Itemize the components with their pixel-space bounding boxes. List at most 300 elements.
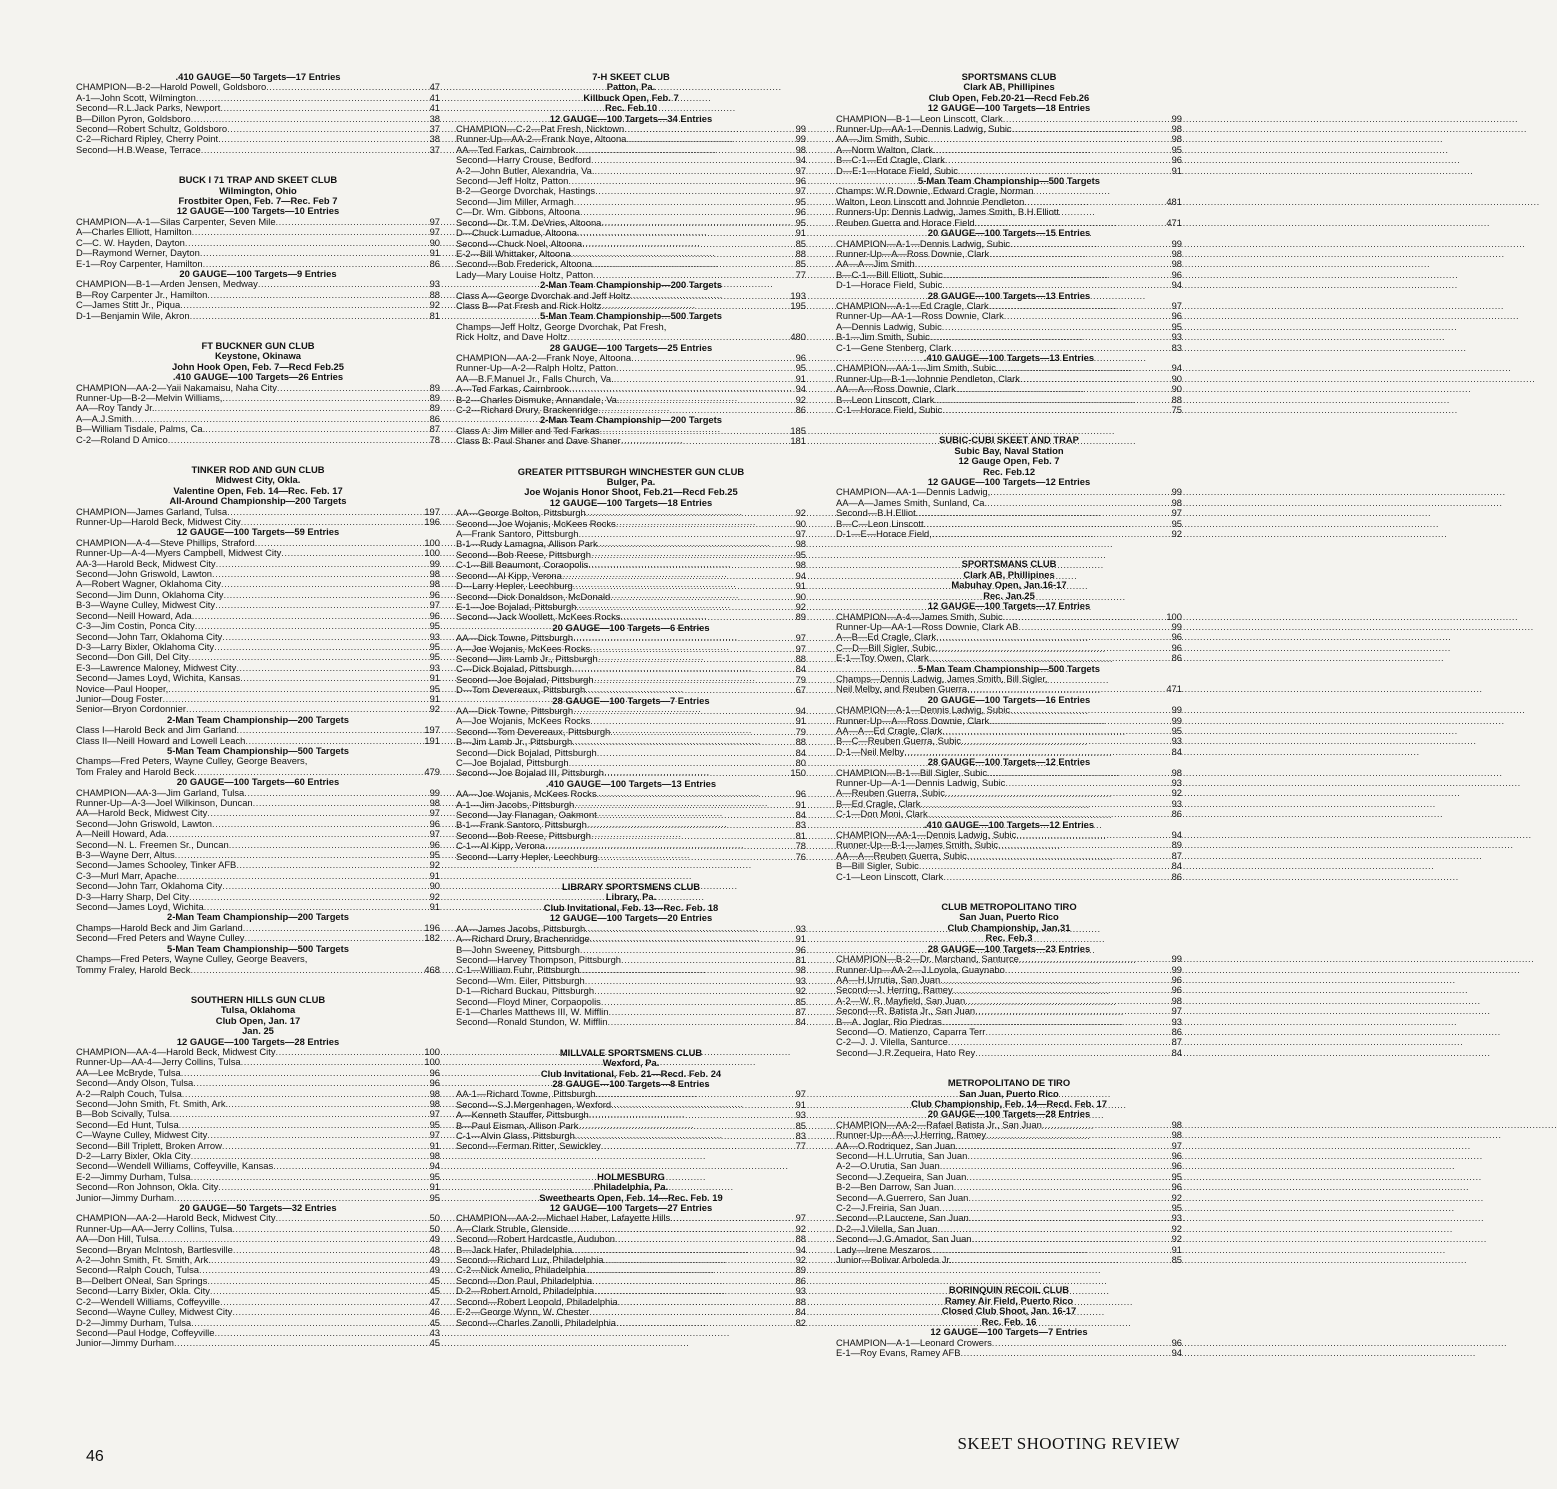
score: 87 — [1171, 1036, 1182, 1048]
header-line: Sweethearts Open, Feb. 14—Rec. Feb. 19 — [539, 1191, 723, 1203]
header-line: 28 GAUGE—100 Targets—8 Entries — [552, 1077, 710, 1089]
header-line: Club Open, Feb.20-21—Recd Feb.26 — [928, 91, 1090, 103]
shooter-entry: B—C—Leon Linscott — [836, 517, 924, 529]
score: 98 — [795, 538, 806, 550]
shooter-entry: Second—J. Herring, Ramey — [836, 984, 953, 996]
result-row — [456, 228, 806, 238]
score: 89 — [429, 381, 440, 393]
score: 88 — [1171, 393, 1182, 405]
shooter-entry: D-2—J.Vilella, San Juan — [836, 1222, 938, 1234]
score: 89 — [1171, 839, 1182, 851]
score: 89 — [429, 402, 440, 414]
club-results-section — [76, 72, 440, 155]
score: 94 — [1171, 1346, 1182, 1358]
shooter-entry: Second—Floyd Miner, Corpaopolis — [456, 995, 601, 1007]
shooter-entry: C-1—Horace Field, Subic — [836, 404, 943, 415]
shooter-entry: Champs—Harold Beck and Jim Garland — [76, 921, 243, 933]
dot-leader — [195, 621, 416, 631]
score: 92 — [1171, 1222, 1182, 1234]
magazine-title: SKEET SHOOTING REVIEW — [957, 1434, 1180, 1453]
score: 87 — [1171, 849, 1182, 861]
event-subheader: 2-Man Team Championship—200 Targets — [540, 414, 722, 426]
header-line: Rec. Feb.3 — [985, 932, 1033, 944]
score: 100 — [424, 1045, 440, 1057]
club-name: BUCK I 71 TRAP AND SKEET CLUB — [178, 174, 338, 186]
header-line: 28 GAUGE—100 Targets—23 Entries — [927, 942, 1091, 954]
dot-leader — [180, 300, 416, 310]
score: 96 — [795, 943, 806, 955]
shooter-entry: A—A.J.Smith — [76, 412, 132, 424]
shooter-entry: Class A—George Dvorchak and Jeff Holtz — [456, 289, 631, 301]
shooter-entry: Second—Chuck Noel, Altoona — [456, 237, 583, 249]
score: 94 — [1171, 829, 1182, 841]
score: 98 — [429, 1150, 440, 1161]
dot-leader — [200, 248, 416, 258]
score: 99 — [429, 557, 440, 569]
score: 97 — [1171, 507, 1182, 519]
result-row — [76, 145, 440, 155]
shooter-entry: B—Delbert ONeal, San Springs — [76, 1274, 208, 1286]
shooter-entry: Second—James Loyd, Wichita, Kansas — [76, 672, 241, 684]
shooter-entry: E-3—Lawrence Maloney, Midwest City — [76, 661, 237, 673]
score: 93 — [1171, 331, 1182, 343]
shooter-entry: AA—A—Ed Cragle, Clark — [836, 724, 943, 736]
score: 86 — [1171, 652, 1182, 664]
section-header — [76, 465, 440, 507]
shooter-entry: AA—Ted Farkas, Cairnbrook — [456, 143, 576, 155]
shooter-entry: Runner-Up—AA-1—Ross Downie, Clark — [836, 310, 1004, 322]
team-members-line: Champs—Dennis Ladwig, James Smith, Bill Sigler, — [836, 672, 1048, 684]
shooter-entry: Runner-Up—AA—Jerry Collins, Tulsa — [76, 1222, 233, 1234]
score: 78 — [795, 840, 806, 852]
score: 98 — [795, 964, 806, 976]
shooter-entry: A—Ted Farkas, Cairnbrook — [456, 383, 570, 395]
shooter-entry: E-2—Bill Whittaker, Altoona — [456, 247, 571, 259]
shooter-entry: D-2—Robert Arnold, Philadelphia — [456, 1285, 595, 1297]
score: 85 — [795, 1119, 806, 1131]
score: 96 — [429, 609, 440, 621]
shooter-entry: D-1—Richard Buckau, Pittsburgh — [456, 985, 595, 997]
club-name: SUBIC-CUBI SKEET AND TRAP — [939, 434, 1079, 446]
team-members-line: Champs: W.R.Downie, Edward Cragle, Norman — [836, 185, 1034, 197]
header-line: 12 GAUGE—100 Targets—17 Entries — [927, 600, 1091, 612]
shooter-entry: CHAMPION—B-2—Harold Powell, Goldsboro — [76, 81, 267, 93]
header-line: Patton, Pa. — [606, 81, 656, 93]
score: 98 — [1171, 496, 1182, 508]
result-row — [836, 1255, 1182, 1265]
dot-leader — [589, 1307, 782, 1317]
score: 98 — [1171, 1118, 1182, 1130]
shooter-entry: CHAMPION—AA-1—Dennis Ladwig, — [836, 486, 991, 498]
score: 84 — [795, 663, 806, 675]
dot-leader — [616, 1318, 782, 1328]
shooter-entry: Second—Charles Zanolli, Philadelphia — [456, 1316, 616, 1328]
score: 77 — [795, 1140, 806, 1152]
score: 84 — [795, 809, 806, 821]
shooter-entry: B—Paul Eisman, Allison Park — [456, 1119, 579, 1131]
club-results-section — [76, 341, 440, 445]
shooter-entry: A—Joe Wojanis, McKees Rocks — [456, 642, 591, 654]
shooter-entry: A-2—John Smith, Ft. Smith, Ark. — [76, 1254, 211, 1266]
shooter-entry: E-1—Charles Matthews III, W. Mifflin — [456, 1005, 609, 1017]
score: 98 — [429, 1087, 440, 1099]
event-subheader: .410 GAUGE—100 Targets—13 Entries — [923, 351, 1095, 363]
shooter-entry: C-1—Don Moni, Clark — [836, 808, 928, 820]
score: 85 — [795, 995, 806, 1007]
score: 95 — [795, 195, 806, 207]
score: 195 — [790, 299, 806, 311]
header-line: Club Invitational, Feb. 21—Recd. Feb. 24 — [540, 1067, 722, 1079]
shooter-entry: CHAMPION—AA-4—Harold Beck, Midwest City — [76, 1045, 276, 1057]
score: 481 — [1166, 195, 1182, 207]
score: 91 — [795, 1098, 806, 1110]
score: 97 — [795, 642, 806, 654]
shooter-entry: Second—P.Laucrene, San Juan — [836, 1212, 969, 1224]
score: 95 — [795, 216, 806, 228]
score: 98 — [795, 143, 806, 155]
shooter-entry: Second—Jim Lamb Jr., Pittsburgh — [456, 652, 598, 664]
result-row — [836, 529, 1182, 539]
header-line: Tulsa, Oklahoma — [220, 1004, 296, 1016]
score: 49 — [429, 1264, 440, 1276]
dot-leader — [930, 332, 1158, 342]
shooter-entry: B—C—Reuben Guerra, Subic — [836, 735, 962, 747]
shooter-entry: Class B—Pat Fresh and Rick Holtz — [456, 299, 602, 311]
score: 96 — [429, 817, 440, 829]
header-line: Jan. 25 — [242, 1025, 274, 1037]
shooter-entry: Class A: Jim Miller and Ted Farkas — [456, 424, 600, 436]
score: 95 — [429, 651, 440, 663]
score: 96 — [429, 838, 440, 850]
score: 197 — [424, 724, 440, 736]
shooter-entry: Second—James Schooley, Tinker AFB — [76, 859, 237, 871]
section-header — [836, 1285, 1182, 1337]
shooter-entry: Second—J.R.Zequeira, Hato Rey — [836, 1046, 976, 1058]
results-column-2 — [456, 72, 806, 1348]
header-line: Wilmington, Ohio — [219, 184, 297, 196]
score: 83 — [1171, 341, 1182, 353]
shooter-entry: D-1—E—Horace Field, — [836, 528, 932, 540]
event-subheader: 2-Man Team Championship—200 Targets — [167, 911, 349, 923]
result-row — [836, 954, 1182, 964]
shooter-entry: A—Joe Wojanis, McKees Rocks — [456, 715, 591, 727]
header-line: 12 GAUGE—100 Targets—18 Entries — [927, 102, 1091, 114]
score: 98 — [795, 559, 806, 571]
shooter-entry: D—Tom Devereaux, Pittsburgh — [456, 684, 586, 696]
shooter-entry: C-1—William Fuhr, Pittsburgh — [456, 964, 580, 976]
score: 78 — [429, 433, 440, 445]
shooter-entry: AA—A—Ross Downie, Clark — [836, 383, 956, 395]
result-row — [76, 435, 440, 445]
header-line: Wexford, Pa. — [602, 1057, 660, 1069]
score: 84 — [795, 1306, 806, 1318]
result-row — [836, 405, 1182, 415]
shooter-entry: A—Norm Walton, Clark — [836, 143, 934, 155]
event-subheader: 20 GAUGE—50 Targets—32 Entries — [179, 1202, 337, 1214]
section-header — [836, 559, 1182, 611]
score: 98 — [429, 578, 440, 590]
shooter-entry: Second—R.L.Jack Parks, Newport — [76, 102, 221, 114]
score: 95 — [1171, 320, 1182, 332]
section-header — [456, 882, 806, 924]
club-results-section — [836, 1285, 1182, 1358]
score: 41 — [429, 91, 440, 103]
shooter-entry: Senior—Bryon Cordonnier — [76, 703, 186, 715]
shooter-entry: B—Jack Hafer, Philadelphia — [456, 1243, 573, 1255]
score: 87 — [429, 423, 440, 435]
score: 97 — [429, 1108, 440, 1120]
score: 95 — [1171, 1202, 1182, 1214]
shooter-entry: Second—Joe Bojalad III, Pittsburgh — [456, 767, 605, 779]
score: 86 — [795, 404, 806, 415]
shooter-entry: Second—Dick Bojalad, Pittsburgh — [456, 746, 597, 758]
score: 93 — [795, 922, 806, 934]
score: 99 — [1171, 963, 1182, 975]
shooter-entry: D-1—Neil Melby — [836, 745, 905, 757]
shooter-entry: Second—J.G.Amador, San Juan — [836, 1233, 972, 1245]
dot-leader — [929, 653, 1158, 663]
shooter-entry: Junior—Jimmy Durham — [76, 1337, 174, 1349]
score: 93 — [1171, 735, 1182, 747]
club-name: BORINQUIN RECOIL CLUB — [948, 1284, 1070, 1296]
club-results-section — [836, 1078, 1182, 1265]
shooter-entry: Second—A.Guerrero, San Juan — [836, 1191, 969, 1203]
event-subheader: 28 GAUGE—100 Targets—25 Entries — [549, 341, 713, 353]
result-row — [456, 1318, 806, 1328]
shooter-entry: A—Robert Wagner, Oklahoma City — [76, 578, 222, 590]
header-line: 12 GAUGE—100 Targets—18 Entries — [549, 496, 713, 508]
score: 97 — [429, 828, 440, 840]
shooter-entry: Runner-Up—B-1—James Smith, Subic — [836, 839, 999, 851]
shooter-entry: Second—John Griswold, Lawton — [76, 817, 213, 829]
header-line: 12 GAUGE—100 Targets—34 Entries — [549, 112, 713, 124]
header-line: Ramey Air Field, Puerto Rico — [944, 1294, 1074, 1306]
shooter-entry: AA—Joe Wojanis, McKees Rocks — [456, 788, 597, 800]
shooter-entry: CHAMPION—AA-2—Frank Noye, Altoona — [456, 351, 632, 363]
score: 96 — [1171, 973, 1182, 985]
score: 76 — [795, 850, 806, 862]
section-header — [76, 175, 440, 217]
shooter-entry: Second—John Smith, Ft. Smith, Ark. — [76, 1097, 229, 1109]
result-row — [456, 1017, 806, 1027]
section-header — [836, 435, 1182, 487]
header-line: .410 GAUGE—100 Targets—26 Entries — [172, 371, 344, 383]
section-header — [836, 1078, 1182, 1120]
result-row — [76, 300, 440, 310]
score: 96 — [795, 351, 806, 363]
score: 50 — [429, 1222, 440, 1234]
shooter-entry: Tommy Fraley, Harold Beck — [76, 963, 191, 975]
score: 37 — [429, 143, 440, 155]
club-results-section — [456, 72, 806, 447]
score: 97 — [429, 226, 440, 238]
shooter-entry: Second—Tom Devereaux, Pittsburgh — [456, 725, 611, 737]
event-subheader: 5-Man Team Championship—500 Targets — [540, 310, 722, 322]
shooter-entry: Second—Larry Bixler, Okla. City — [76, 1285, 210, 1297]
score: 94 — [795, 704, 806, 716]
score: 95 — [795, 548, 806, 560]
shooter-entry: D-3—Harry Sharp, Del City — [76, 890, 190, 902]
score: 45 — [429, 1274, 440, 1286]
result-row — [76, 725, 440, 735]
dot-leader — [932, 529, 1158, 539]
shooter-entry: CHAMPION—AA-2—Harold Beck, Midwest City — [76, 1212, 276, 1224]
shooter-entry: Walton, Leon Linscott and Johnnie Pendleton — [836, 195, 1025, 207]
dot-leader — [975, 1006, 1158, 1016]
dot-leader — [232, 1307, 416, 1317]
score: 38 — [429, 112, 440, 124]
score: 93 — [795, 1285, 806, 1297]
shooter-entry: AA—Dick Towne, Pittsburgh — [456, 632, 574, 644]
score: 91 — [429, 692, 440, 704]
shooter-entry: D—Raymond Werner, Dayton — [76, 247, 200, 259]
shooter-entry: Second—Fred Peters and Wayne Culley — [76, 932, 245, 944]
shooter-entry: Second—H.B.Wease, Terrace — [76, 143, 201, 155]
header-line: Valentine Open, Feb. 14—Rec. Feb. 17 — [173, 484, 343, 496]
header-line: Club Invitational, Feb. 13—Rec. Feb. 18 — [543, 901, 719, 913]
dot-leader — [943, 872, 1158, 882]
score: 84 — [795, 1016, 806, 1028]
score: 87 — [795, 1005, 806, 1017]
score: 84 — [1171, 745, 1182, 757]
score: 97 — [429, 1129, 440, 1141]
shooter-entry: CHAMPION—A-1—Dennis Ladwig, Subic — [836, 704, 1011, 716]
shooter-entry: B-2—George Dvorchak, Hastings — [456, 185, 596, 197]
score: 84 — [1171, 1046, 1182, 1058]
section-header — [76, 995, 440, 1047]
score: 45 — [429, 1316, 440, 1328]
event-subheader: 20 GAUGE—100 Targets—60 Entries — [176, 776, 340, 788]
section-header — [836, 902, 1182, 954]
shooter-entry: B—A. Joglar, Rio Piedras — [836, 1015, 942, 1027]
score: 48 — [429, 1243, 440, 1255]
header-line: Midwest City, Okla. — [215, 474, 301, 486]
score: 96 — [429, 1066, 440, 1078]
score: 95 — [1171, 724, 1182, 736]
section-header — [456, 1048, 806, 1090]
score: 38 — [429, 133, 440, 145]
shooter-entry: B—Roy Carpenter Jr., Hamilton — [76, 288, 208, 300]
shooter-entry: C-3—Jim Costin, Ponca City — [76, 620, 195, 632]
dot-leader — [240, 673, 416, 683]
shooter-entry: Second—Ronald Stundon, W. Mifflin — [456, 1016, 608, 1028]
shooter-entry: B-2—Charles Dismuke, Annandale, Va. — [456, 393, 620, 405]
shooter-entry: A—Richard Drury, Brachenridge — [456, 933, 590, 945]
shooter-entry: D-2—Larry Bixler, Okla City — [76, 1150, 191, 1161]
score: 89 — [429, 391, 440, 403]
shooter-entry: Second—Paul Hodge, Coffeyville — [76, 1326, 215, 1338]
event-subheader: 2-Man Team Championship—200 Targets — [540, 279, 722, 291]
shooter-entry: Runner-Up—AA-2—J.Loyola, Guaynabo — [836, 963, 1005, 975]
score: 94 — [795, 154, 806, 166]
shooter-entry: Reuben Guerra and Horace Field — [836, 216, 975, 228]
score: 95 — [429, 1191, 440, 1203]
header-line: Club Championship, Feb. 14—Recd. Feb. 17 — [911, 1097, 1107, 1109]
score: 196 — [424, 921, 440, 933]
dot-leader — [573, 633, 782, 643]
shooter-entry: AA—H.Urrutia, San Juan — [836, 973, 941, 985]
section-header — [456, 1172, 806, 1214]
score: 99 — [1171, 953, 1182, 965]
club-name: MILLVALE SPORTSMENS CLUB — [559, 1046, 703, 1058]
result-row — [456, 852, 806, 862]
score: 86 — [1171, 1025, 1182, 1037]
score: 97 — [795, 528, 806, 540]
shooter-entry: D-1—Benjamin Wile, Akron — [76, 309, 190, 321]
header-line: Clark AB, Phillipines — [963, 81, 1055, 93]
score: 99 — [795, 123, 806, 135]
club-name: GREATER PITTSBURGH WINCHESTER GUN CLUB — [517, 465, 745, 477]
score: 81 — [795, 829, 806, 841]
dot-leader — [190, 965, 416, 975]
score: 79 — [795, 725, 806, 737]
shooter-entry: B—C-1—Ed Cragle, Clark — [836, 154, 945, 166]
event-subheader: 5-Man Team Championship—500 Targets — [918, 662, 1100, 674]
shooter-entry: CHAMPION—B-2—Dr. Marchand, Santurce — [836, 953, 1019, 965]
shooter-entry: C-3—Murl Marr, Apache — [76, 869, 177, 881]
score: 97 — [1171, 299, 1182, 311]
score: 91 — [429, 1139, 440, 1151]
shooter-entry: A—Charles Elliott, Hamilton — [76, 226, 192, 238]
club-results-section — [836, 559, 1182, 882]
dot-leader — [568, 332, 783, 342]
shooter-entry: CHAMPION—A-1—Silas Carpenter, Seven Mile — [76, 215, 276, 227]
shooter-entry: C-2—J. J. Vilella, Santurce — [836, 1036, 948, 1048]
shooter-entry: D-1—Horace Field, Subic — [836, 279, 943, 291]
shooter-entry: D—E-1—Horace Field, Subic — [836, 164, 958, 176]
score: 84 — [795, 746, 806, 758]
shooter-entry: AA—B.F.Manuel Jr., Falls Church, Va. — [456, 372, 614, 384]
shooter-entry: Runner-Up—A—Ross Downie, Clark — [836, 247, 990, 259]
result-row — [456, 581, 806, 591]
shooter-entry: C-1—Leon Linscott, Clark — [836, 870, 944, 882]
shooter-entry: CHAMPION—A-1—Dennis Ladwig, Subic — [836, 237, 1011, 249]
club-name: TINKER ROD AND GUN CLUB — [191, 464, 325, 475]
team-members-line: Runners-Up: Dennis Ladwig, James Smith, B.H.Elliott — [836, 206, 1060, 218]
score: 96 — [795, 206, 806, 218]
score: 97 — [795, 632, 806, 644]
shooter-entry: AA-1—Richard Towne, Pittsburgh — [456, 1088, 596, 1100]
shooter-entry: A-2—John Butler, Alexandria, Va. — [456, 164, 595, 176]
score: 50 — [429, 1212, 440, 1224]
score: 96 — [1171, 268, 1182, 280]
shooter-entry: Lady—Irene Meszaros — [836, 1243, 931, 1255]
score: 96 — [1171, 631, 1182, 643]
dot-leader — [952, 1255, 1158, 1265]
shooter-entry: Second—Robert Schultz, Goldsboro — [76, 123, 228, 135]
score: 94 — [429, 1160, 440, 1172]
header-line: Subic Bay, Naval Station — [954, 444, 1064, 456]
dot-leader — [594, 986, 782, 996]
club-name: HOLMESBURG — [597, 1170, 665, 1182]
dot-leader — [577, 228, 782, 238]
header-line: Rec. Feb.12 — [982, 465, 1036, 477]
header-line: Club Open, Jan. 17 — [215, 1014, 301, 1026]
dot-leader — [590, 934, 782, 944]
shooter-entry: Second—Ralph Couch, Tulsa — [76, 1264, 199, 1276]
score: 83 — [795, 819, 806, 831]
shooter-entry: Second—Don Paul, Philadelphia — [456, 1274, 593, 1286]
shooter-entry: Second—Neill Howard, Ada — [76, 609, 192, 621]
shooter-entry: Second—R. Batista Jr., San Juan — [836, 1005, 976, 1017]
shooter-entry: Second—Bryan McIntosh, Bartlesville — [76, 1243, 233, 1255]
score: 84 — [1171, 860, 1182, 872]
score: 49 — [429, 1233, 440, 1245]
score: 99 — [429, 786, 440, 798]
score: 92 — [429, 859, 440, 871]
dot-leader — [190, 311, 416, 321]
shooter-entry: Second—Al Kipp, Verona — [456, 569, 562, 581]
